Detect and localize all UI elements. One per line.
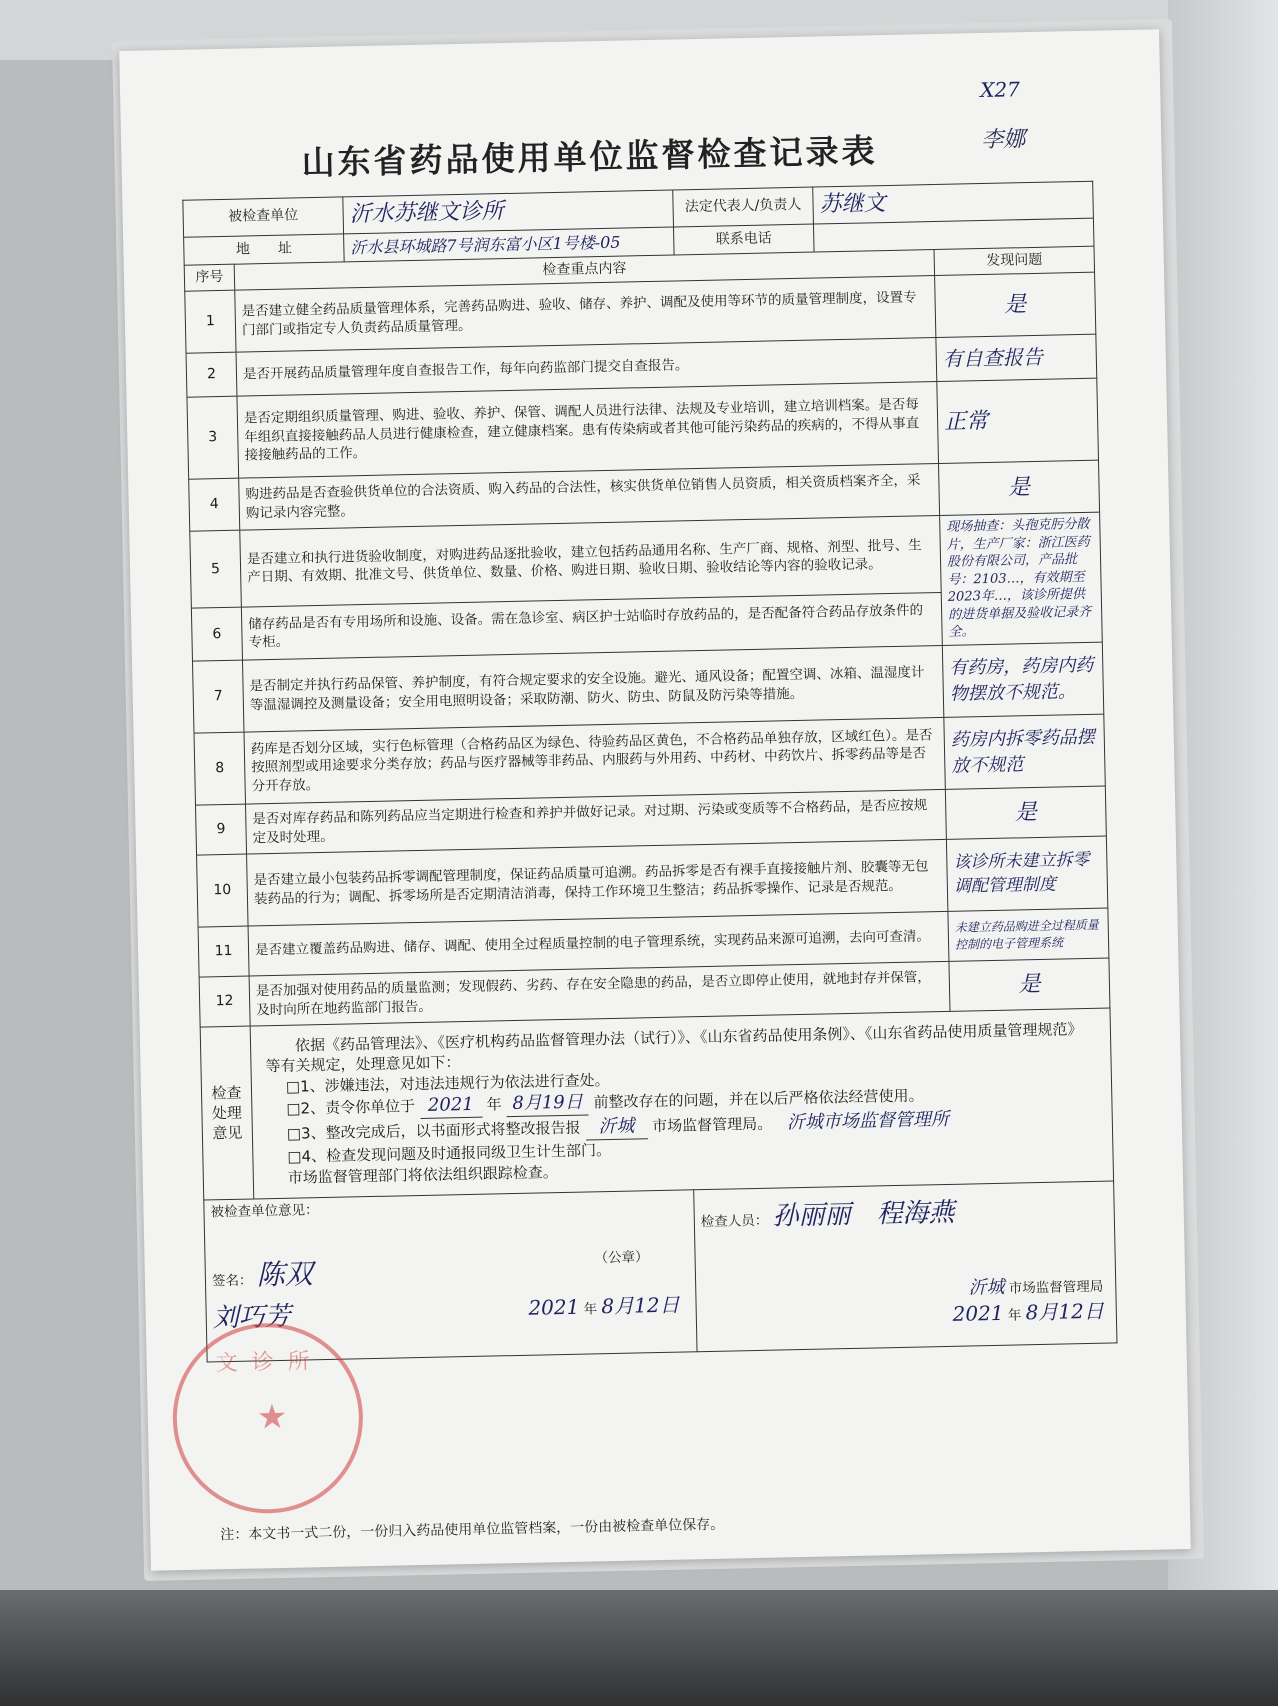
item-no: 10 — [197, 854, 248, 927]
opinion-option-4: □4、检查发现问题及时通报同级卫生计生部门。 — [287, 1141, 612, 1167]
col-content: 检查重点内容 — [234, 250, 934, 291]
address-label: 地 址 — [184, 234, 345, 266]
col-no: 序号 — [184, 264, 235, 291]
opinion-option-1: □1、涉嫌违法，对违法违规行为依法进行查处。 — [285, 1070, 610, 1096]
item-no: 7 — [192, 660, 243, 733]
item-no: 12 — [199, 976, 250, 1027]
item-content: 是否建立最小包装药品拆零调配管理制度，保证药品质量可追溯。药品拆零是否有裸手直接接触片剂、胶囊等无包装药品的行为；调配、拆零场所是否定期清洁消毒，保持工作环境卫生整洁；药品拆零操作、记录是否规范。 — [247, 839, 948, 926]
seal-ring-text: 文诊所 — [215, 1349, 324, 1377]
legal-rep-value: 苏继文 — [813, 181, 1094, 224]
corner-mark: X27 — [979, 77, 1021, 103]
item-finding: 是 — [949, 958, 1110, 1011]
item-no: 6 — [191, 607, 242, 661]
item-finding: 药房内拆零药品摆放不规范 — [944, 714, 1105, 789]
sign-line — [211, 1247, 689, 1295]
address-value: 沂水县环城路7号润东富小区1号楼-05 — [344, 227, 675, 262]
unit-label: 被检查单位 — [183, 197, 344, 237]
item-content: 药库是否划分区域，实行色标管理（合格药品区为绿色、待验药品区黄色，不合格药品单独存放，区域红色）。是否按照剂型或用途要求分类存放；药品与医疗器械等非药品、内服药与外用药、中药材、中药饮片、拆零药品等是否分开存放。 — [244, 717, 945, 804]
opinion-closing: 市场监督管理部门将依法组织跟踪检查。 — [287, 1162, 558, 1187]
item-no: 9 — [196, 804, 247, 855]
bureau-date-year: 2021 — [952, 1301, 1004, 1327]
opinion-label: 检查 处理 意见 — [200, 1026, 254, 1200]
opinion-option-3: □3、整改完成后，以书面形式将整改报告报 沂城 市场监督管理局。 沂城市场监督管理所 — [286, 1108, 950, 1143]
form-title: 山东省药品使用单位监督检查记录表 — [301, 131, 878, 183]
item-content: 是否制定并执行药品保管、养护制度，有符合规定要求的安全设施。避光、通风设备；配置空调、冰箱、温湿度计等温湿调控及测量设备；安全用电照明设备；采取防潮、防火、防虫、防鼠及防污染等措施。 — [242, 645, 943, 732]
corner-handwritten-note: 李娜 — [980, 127, 1026, 154]
footnote: 注：本文书一式二份，一份归入药品使用单位监管档案，一份由被检查单位保存。 — [220, 1516, 725, 1544]
item-content: 是否定期组织质量管理、购进、验收、养护、保管、调配人员进行法律、法规及专业培训，建立培训档案。是否每年组织直接接触药品人员进行健康检查，建立健康档案。患有传染病或者其他可能污染药品的疾病的，不得从事直接接触药品的工作。 — [237, 382, 939, 479]
item-no: 4 — [189, 478, 240, 531]
item-content: 是否开展药品质量管理年度自查报告工作，每年向药监部门提交自查报告。 — [236, 338, 937, 397]
item-no: 5 — [190, 530, 242, 608]
deadline-year: 2021 — [420, 1092, 483, 1119]
unit-date-year: 2021 — [528, 1294, 580, 1320]
item-content: 是否建立健全药品质量管理体系，完善药品购进、验收、储存、养护、调配及使用等环节的质量管理制度，设置专门部门或指定专人负责药品质量管理。 — [235, 276, 936, 353]
sign-label: 签名： — [211, 1272, 253, 1290]
inspector-line — [700, 1192, 1108, 1236]
deadline-date: 8月19日 — [506, 1090, 589, 1117]
report-bureau-handwritten: 沂城市场监督管理所 — [786, 1108, 950, 1134]
unit-opinion-label: 被检查单位意见： — [210, 1201, 319, 1221]
item-no: 1 — [185, 290, 236, 353]
signature-row — [204, 1181, 1117, 1362]
inspection-form-sheet — [119, 29, 1191, 1570]
item-content: 储存药品是否有专用场所和设施、设备。需在急诊室、病区护士站临时存放药品的，是否配备符合药品存放条件的专柜。 — [241, 593, 942, 660]
item-finding: 是 — [945, 786, 1106, 839]
item-finding: 该诊所未建立拆零调配管理制度 — [946, 836, 1107, 911]
item-no: 8 — [194, 732, 245, 805]
item-content: 购进药品是否查验供货单位的合法资质、购入药品的合法性，核实供货单位销售人员资质，相关资质档案齐全，采购记录内容完整。 — [239, 464, 940, 531]
item-finding: 未建立药品购进全过程质量控制的电子管理系统 — [948, 908, 1109, 961]
unit-value: 沂水苏继文诊所 — [343, 190, 674, 234]
unit-date-year-char: 年 — [583, 1301, 598, 1318]
phone-label: 联系电话 — [673, 224, 814, 256]
item-no: 11 — [198, 926, 249, 977]
signature-1: 陈双 — [256, 1257, 314, 1292]
bureau-label: 市场监督管理局 — [1008, 1278, 1104, 1297]
bureau-date-day: 8月12日 — [1025, 1298, 1105, 1325]
report-bureau-fill: 沂城 — [585, 1114, 648, 1141]
item-finding: 是 — [939, 460, 1100, 515]
seal-label: （公章） — [594, 1249, 649, 1267]
inspector-label: 检查人员： — [700, 1212, 769, 1230]
background-floor — [0, 1590, 1278, 1706]
inspector-cell — [694, 1181, 1117, 1352]
opinion-option-2: □2、责令你单位于 2021 年 8月19日 前整改存在的问题，并在以后严格依法经营使用。 — [286, 1086, 924, 1118]
bureau-fill: 沂城 — [968, 1276, 1005, 1299]
bureau-date-year-char: 年 — [1007, 1307, 1022, 1324]
unit-date — [528, 1291, 680, 1321]
seal-star-icon: ★ — [256, 1396, 288, 1438]
opinion-row — [200, 1008, 1113, 1200]
item-no: 3 — [187, 396, 239, 479]
item-content: 是否加强对使用药品的质量监测；发现假药、劣药、存在安全隐患的药品，是否立即停止使用，就地封存并保管，及时向所在地药监部门报告。 — [249, 961, 950, 1026]
opinion-intro: 依据《药品管理法》、《医疗机构药品监督管理办法（试行）》、《山东省药品使用条例》、《山东省药品使用质量管理规范》等有关规定，处理意见如下： — [265, 1020, 1083, 1076]
item-content: 是否建立覆盖药品购进、储存、调配、使用全过程质量控制的电子管理系统，实现药品来源可追溯，去向可查清。 — [248, 911, 949, 976]
item-finding: 现场抽查：头孢克肟分散片，生产厂家：浙江医药股份有限公司，产品批号：2103…，有效期至2023年…，该诊所提供的进货单据及验收记录齐全。 — [940, 512, 1103, 645]
col-finding: 发现问题 — [934, 246, 1095, 275]
item-finding: 正常 — [937, 378, 1099, 463]
item-content: 是否对库存药品和陈列药品应当定期进行检查和养护并做好记录。对过期、污染或变质等不合格药品，是否应按规定及时处理。 — [245, 789, 946, 854]
signature-2: 刘巧芳 — [212, 1301, 292, 1334]
inspector-signatures: 孙丽丽 程海燕 — [772, 1197, 955, 1232]
item-finding: 有自查报告 — [936, 334, 1097, 381]
unit-date-day: 8月12日 — [601, 1292, 680, 1319]
opinion-content — [250, 1008, 1113, 1199]
inspection-table — [182, 181, 1117, 1363]
legal-rep-label: 法定代表人/负责人 — [673, 187, 814, 227]
item-content: 是否建立和执行进货验收制度，对购进药品逐批验收，建立包括药品通用名称、生产厂商、规格、剂型、批号、生产日期、有效期、批准文号、供货单位、数量、价格、购进日期、验收日期、验收结论等内容的验收记录。 — [240, 516, 941, 608]
item-finding: 有药房，药房内药物摆放不规范。 — [942, 642, 1103, 717]
item-no: 2 — [186, 352, 237, 397]
item-finding: 是 — [935, 272, 1096, 337]
